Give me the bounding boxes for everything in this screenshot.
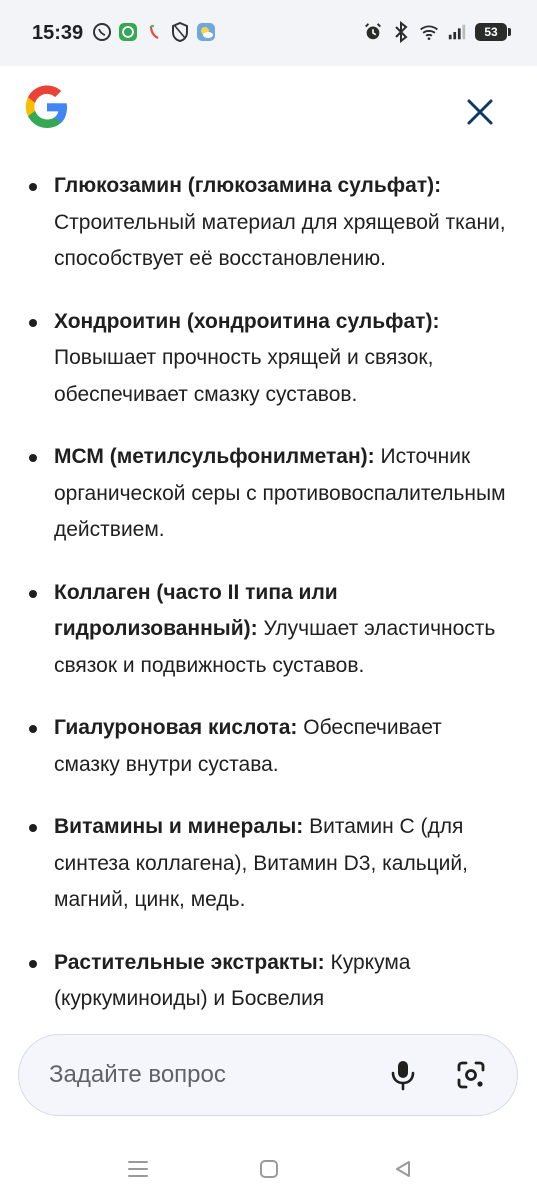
item-title: Коллаген (часто II типа или гидролизованный): xyxy=(54,580,338,640)
list-item xyxy=(0,575,537,685)
lens-button[interactable] xyxy=(453,1057,489,1093)
item-text: Источник органической серы с противовоспалительным действием. xyxy=(54,445,506,541)
item-text: Улучшает эластичность связок и подвижность суставов. xyxy=(54,617,496,677)
item-text: Обеспечивает смазку внутри сустава. xyxy=(54,716,442,776)
google-logo xyxy=(22,82,72,132)
lens-icon xyxy=(456,1060,486,1090)
item-text: Повышает прочность хрящей и связок, обеспечивает смазку суставов. xyxy=(54,346,434,406)
battery-indicator: 53 xyxy=(475,23,507,41)
item-title: Витамины и минералы: xyxy=(54,815,304,838)
mic-icon xyxy=(390,1059,416,1091)
bluetooth-icon xyxy=(391,22,411,42)
list-item xyxy=(0,945,537,1017)
recent-apps-button[interactable] xyxy=(123,1154,153,1184)
list-item xyxy=(0,168,537,278)
home-button[interactable] xyxy=(254,1154,284,1184)
item-title: Гиалуроновая кислота: xyxy=(54,716,298,739)
item-text: Витамин C (для синтеза коллагена), Витамин D3, кальций, магний, цинк, медь. xyxy=(54,815,468,911)
system-nav-bar xyxy=(0,1136,537,1200)
item-text: Куркума (куркуминоиды) и Босвелия xyxy=(54,950,411,1010)
call-icon xyxy=(144,22,164,42)
message-icon xyxy=(118,22,138,42)
close-button[interactable] xyxy=(456,88,504,136)
alarm-icon xyxy=(363,22,383,42)
back-button[interactable] xyxy=(388,1154,418,1184)
system-icons xyxy=(363,22,507,42)
list-item xyxy=(0,439,537,549)
close-icon xyxy=(466,98,494,126)
status-time: 15:39 xyxy=(32,22,84,44)
notification-icons xyxy=(92,22,216,42)
wifi-icon xyxy=(419,22,439,42)
back-icon xyxy=(393,1159,413,1179)
weather-icon xyxy=(196,22,216,42)
list-item xyxy=(0,304,537,414)
viber-icon xyxy=(92,22,112,42)
recent-apps-icon xyxy=(127,1159,149,1179)
ask-input-placeholder[interactable]: Задайте вопрос xyxy=(49,1061,226,1088)
item-title: Глюкозамин (глюкозамина сульфат): xyxy=(54,174,442,197)
item-title: МСМ (метилсульфонилметан): xyxy=(54,445,375,468)
ask-bar[interactable] xyxy=(18,1034,518,1116)
list-item xyxy=(0,809,537,919)
answer-content[interactable] xyxy=(0,156,537,1016)
signal-icon xyxy=(447,22,467,42)
item-text: Строительный материал для хрящевой ткани, способствует её восстановлению. xyxy=(54,210,506,270)
status-bar xyxy=(0,0,537,66)
list-item xyxy=(0,710,537,783)
mic-button[interactable] xyxy=(385,1057,421,1093)
item-title: Хондроитин (хондроитина сульфат): xyxy=(54,309,440,333)
supplement-list xyxy=(0,168,537,1016)
shield-icon xyxy=(170,22,190,42)
app-header xyxy=(0,66,537,156)
home-icon xyxy=(259,1159,279,1179)
item-title: Растительные экстракты: xyxy=(54,950,325,974)
